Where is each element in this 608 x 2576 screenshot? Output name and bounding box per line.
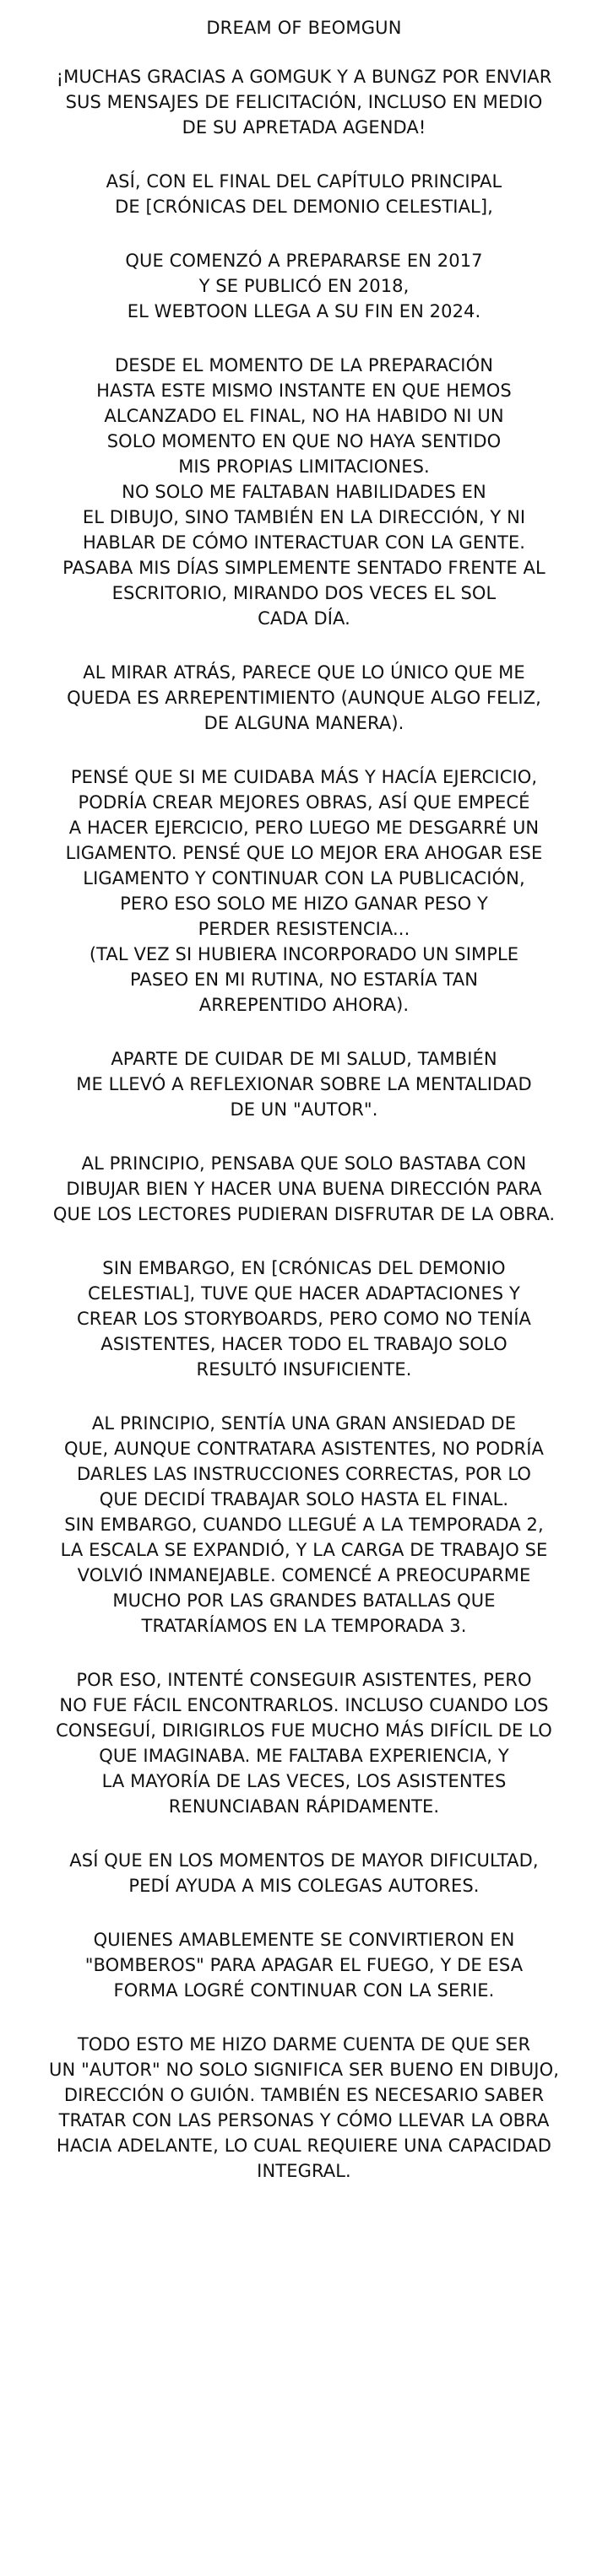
text-line: DESDE EL MOMENTO DE LA PREPARACIÓN <box>114 355 494 375</box>
text-line: QUE LOS LECTORES PUDIERAN DISFRUTAR DE LA OBRA. <box>52 1204 556 1224</box>
text-line: DE SU APRETADA AGENDA! <box>182 117 426 138</box>
text-line: QUEDA ES ARREPENTIMIENTO (AUNQUE ALGO FELIZ, <box>67 688 541 708</box>
text-line: VOLVIÓ INMANEJABLE. COMENCÉ A PREOCUPARME <box>77 1565 531 1585</box>
text-line: SIN EMBARGO, EN [CRÓNICAS DEL DEMONIO <box>102 1258 506 1278</box>
paragraph-final-chapter <box>24 169 584 219</box>
text-line: HACIA ADELANTE, LO CUAL REQUIERE UNA CAPACIDAD <box>56 2136 552 2156</box>
text-line: DARLES LAS INSTRUCCIONES CORRECTAS, POR LO <box>76 1464 532 1484</box>
text-line: EL WEBTOON LLEGA A SU FIN EN 2024. <box>127 301 481 321</box>
text-line: CONSEGUÍ, DIRIGIRLOS FUE MUCHO MÁS DIFÍCIL DE LO <box>56 1720 552 1741</box>
text-line: ASISTENTES, HACER TODO EL TRABAJO SOLO <box>100 1334 508 1354</box>
text-line: HABLAR DE CÓMO INTERACTUAR CON LA GENTE. <box>82 532 526 553</box>
text-line: LA ESCALA SE EXPANDIÓ, Y LA CARGA DE TRABAJO SE <box>60 1540 548 1560</box>
text-line: FORMA LOGRÉ CONTINUAR CON LA SERIE. <box>113 1980 495 2001</box>
text-line: NO FUE FÁCIL ENCONTRARLOS. INCLUSO CUANDO LOS <box>59 1695 549 1715</box>
text-line: PASABA MIS DÍAS SIMPLEMENTE SENTADO FRENTE AL <box>62 558 546 578</box>
text-line: MUCHO POR LAS GRANDES BATALLAS QUE <box>112 1590 496 1611</box>
text-line: MIS PROPIAS LIMITACIONES. <box>178 456 430 477</box>
text-line: PERO ESO SOLO ME HIZO GANAR PESO Y <box>120 894 488 914</box>
paragraph-assistants <box>24 1667 584 1819</box>
text-line: DE [CRÓNICAS DEL DEMONIO CELESTIAL], <box>115 197 493 217</box>
page-title: DREAM OF BEOMGUN <box>206 18 402 38</box>
text-line: QUE, AUNQUE CONTRATARA ASISTENTES, NO PODRÍA <box>64 1439 544 1459</box>
text-line: QUIENES AMABLEMENTE SE CONVIRTIERON EN <box>93 1930 515 1950</box>
text-line: AL PRINCIPIO, PENSABA QUE SOLO BASTABA CON <box>81 1153 527 1174</box>
text-line: RESULTÓ INSUFICIENTE. <box>196 1359 412 1380</box>
text-line: "BOMBEROS" PARA APAGAR EL FUEGO, Y DE ESA <box>84 1955 524 1975</box>
paragraph-anxiety <box>24 1411 584 1639</box>
text-line: TODO ESTO ME HIZO DARME CUENTA DE QUE SER <box>77 2034 531 2055</box>
paragraph-mindset <box>24 1046 584 1122</box>
text-line: QUE IMAGINABA. ME FALTABA EXPERIENCIA, Y <box>99 1746 509 1766</box>
text-line: POR ESO, INTENTÉ CONSEGUIR ASISTENTES, PERO <box>76 1670 532 1690</box>
text-line: PERDER RESISTENCIA... <box>198 919 410 939</box>
text-line: QUE DECIDÍ TRABAJAR SOLO HASTA EL FINAL. <box>99 1489 509 1509</box>
text-line: TRATARÍAMOS EN LA TEMPORADA 3. <box>141 1616 467 1636</box>
text-line: ESCRITORIO, MIRANDO DOS VECES EL SOL <box>111 583 497 603</box>
text-line: PASEO EN MI RUTINA, NO ESTARÍA TAN <box>129 969 479 990</box>
text-line: UN "AUTOR" NO SOLO SIGNIFICA SER BUENO EN DIBUJO, <box>49 2060 559 2080</box>
text-line: EL DIBUJO, SINO TAMBIÉN EN LA DIRECCIÓN, Y NI <box>82 507 526 527</box>
text-line: A HACER EJERCICIO, PERO LUEGO ME DESGARRÉ UN <box>68 818 540 838</box>
text-line: ASÍ QUE EN LOS MOMENTOS DE MAYOR DIFICULTAD, <box>69 1850 539 1871</box>
text-line: LIGAMENTO Y CONTINUAR CON LA PUBLICACIÓN, <box>83 868 525 888</box>
paragraph-drawing <box>24 1151 584 1227</box>
text-line: LA MAYORÍA DE LAS VECES, LOS ASISTENTES <box>101 1771 507 1791</box>
text-line: PODRÍA CREAR MEJORES OBRAS, ASÍ QUE EMPECÉ <box>78 792 530 813</box>
text-line: LIGAMENTO. PENSÉ QUE LO MEJOR ERA AHOGAR ESE <box>65 843 543 863</box>
paragraph-exercise <box>24 764 584 1018</box>
text-line: DIBUJAR BIEN Y HACER UNA BUENA DIRECCIÓN PARA <box>66 1179 542 1199</box>
text-line: APARTE DE CUIDAR DE MI SALUD, TAMBIÉN <box>111 1049 497 1069</box>
text-line: HASTA ESTE MISMO INSTANTE EN QUE HEMOS <box>96 381 512 401</box>
text-line: ASÍ, CON EL FINAL DEL CAPÍTULO PRINCIPAL <box>106 171 502 192</box>
paragraph-help <box>24 1848 584 1898</box>
text-line: Y SE PUBLICÓ EN 2018, <box>198 276 410 296</box>
text-line: ALCANZADO EL FINAL, NO HA HABIDO NI UN <box>104 406 504 426</box>
text-line: ARREPENTIDO AHORA). <box>198 995 410 1015</box>
text-line: SOLO MOMENTO EN QUE NO HAYA SENTIDO <box>106 431 502 451</box>
text-line: CELESTIAL], TUVE QUE HACER ADAPTACIONES Y <box>88 1283 520 1304</box>
paragraph-regret <box>24 660 584 736</box>
text-line: NO SOLO ME FALTABAN HABILIDADES EN <box>122 482 486 502</box>
text-line: (TAL VEZ SI HUBIERA INCORPORADO UN SIMPLE <box>89 944 519 964</box>
paragraph-conclusion <box>24 2032 584 2184</box>
text-line: PEDÍ AYUDA A MIS COLEGAS AUTORES. <box>128 1876 480 1896</box>
paragraph-limitations <box>24 353 584 631</box>
text-line: AL MIRAR ATRÁS, PARECE QUE LO ÚNICO QUE ME <box>83 662 525 683</box>
paragraph-dates <box>24 248 584 324</box>
text-line: DIRECCIÓN O GUIÓN. TAMBIÉN ES NECESARIO SABER <box>63 2085 545 2105</box>
paragraph-firefighters <box>24 1927 584 2003</box>
text-line: CREAR LOS STORYBOARDS, PERO COMO NO TENÍA <box>76 1309 532 1329</box>
text-line: SUS MENSAJES DE FELICITACIÓN, INCLUSO EN MEDIO <box>65 92 543 112</box>
text-line: PENSÉ QUE SI ME CUIDABA MÁS Y HACÍA EJERCICIO, <box>70 767 538 787</box>
text-line: QUE COMENZÓ A PREPARARSE EN 2017 <box>125 251 483 271</box>
text-line: SIN EMBARGO, CUANDO LLEGUÉ A LA TEMPORADA 2, <box>64 1515 544 1535</box>
paragraph-storyboards <box>24 1256 584 1382</box>
text-line: DE ALGUNA MANERA). <box>204 713 404 733</box>
paragraph-thanks <box>24 64 584 140</box>
text-line: INTEGRAL. <box>257 2161 351 2181</box>
text-line: ME LLEVÓ A REFLEXIONAR SOBRE LA MENTALIDAD <box>76 1074 532 1094</box>
text-line: CADA DÍA. <box>258 608 350 629</box>
text-line: AL PRINCIPIO, SENTÍA UNA GRAN ANSIEDAD DE <box>91 1413 517 1434</box>
text-line: RENUNCIABAN RÁPIDAMENTE. <box>168 1796 440 1817</box>
text-line: DE UN "AUTOR". <box>230 1099 378 1120</box>
text-line: ¡MUCHAS GRACIAS A GOMGUK Y A BUNGZ POR ENVIAR <box>56 67 552 87</box>
text-line: TRATAR CON LAS PERSONAS Y CÓMO LLEVAR LA OBRA <box>58 2110 550 2130</box>
